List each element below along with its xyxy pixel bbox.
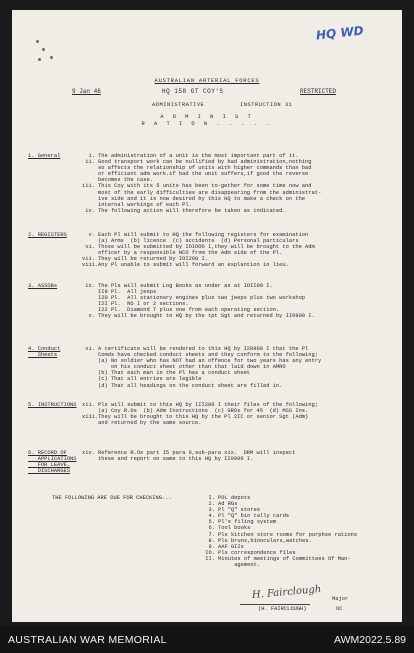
section-item: [82, 262, 384, 268]
punch-hole: [36, 40, 39, 43]
footer-institution: AUSTRALIAN WAR MEMORIAL: [8, 634, 167, 646]
section-body: [82, 232, 384, 269]
due-item-number: 5.: [208, 519, 215, 526]
item-text: The following action will therefore be taken as indicated.: [98, 207, 286, 214]
item-text: Good transport work can be nullified by bad administration,nothing so affects the relationship of units with higher commands than bad or efficient adm work.if bad the unit suffers,if good the reverse becomes the case.: [98, 159, 312, 184]
item-number: xi.: [85, 346, 95, 352]
section: [28, 283, 384, 320]
due-item-number: 9.: [208, 543, 215, 550]
due-item-text: Pl's filing system: [218, 519, 277, 526]
hq-line: HQ 158 GT COY'S: [162, 88, 224, 95]
due-item-text: Pl "Q" stores: [218, 507, 261, 514]
section: [28, 402, 384, 426]
due-item-text: Pls kitchen store rooms for purphse rations: [218, 531, 358, 538]
signature-line: [240, 604, 310, 605]
due-item-text: AAF GIIs: [218, 543, 244, 550]
punch-hole: [38, 58, 41, 61]
item-number: v.: [88, 232, 95, 238]
section-body: [82, 402, 384, 426]
section-title: 6. RECORD OF APPLICATIONS FOR LEAVE, DISCHARGES: [28, 450, 77, 475]
punch-hole: [42, 48, 45, 51]
due-item-text: Pl "Q" bin tally cards: [218, 513, 290, 520]
section-title: 1. General: [28, 153, 61, 159]
due-item-number: 8.: [208, 537, 215, 544]
signatory-role: OC: [336, 606, 343, 612]
pencil-annotation: HQ WD: [315, 23, 365, 43]
section: [28, 450, 384, 475]
item-text: A certificate will be rendered to this HQ by I20900 I that the Pl Comds have checked conduct sheets and they conform to the following; (a) No soldier who has NOT had an offence for two years has any entry on his conduct sheet other than that laid down in AMRO (b) That each man in the Pl has a conduct sheet (c) That all entries are legible (d) That all headings on the conduct sheet are filled in.: [98, 346, 322, 389]
item-text: They will be returned by IOI200 I.: [98, 256, 208, 263]
section-body: [82, 153, 384, 214]
item-text: Pls will submit to this HQ by III200 I their files of the following; (a) Coy R.Os (b) Adm Instructions (c) GROs for 45 (d) MSS Ins.: [98, 402, 318, 415]
item-number: iii.: [82, 183, 95, 190]
item-number: ii.: [85, 159, 95, 166]
section-item: [82, 244, 384, 256]
due-item-text: Minutes of meetings of Committees Of Man- agement.: [218, 555, 351, 569]
header-title: AUSTRALIAN ARTERIAL FORCES: [154, 78, 260, 84]
item-number: xiv.: [82, 450, 95, 456]
subject-line-2: R A T I O N . . . . .: [141, 120, 273, 127]
due-item-number: 3.: [208, 507, 215, 514]
item-text: This Coy with its 5 units has been to-gether for some time now and most of the early difficulties are disappearing from the administrat- ive side and it is now desired by this HQ to make a check on the internal workings of each Pl.: [98, 183, 322, 208]
due-item-number: 7.: [208, 531, 215, 538]
due-item-text: Ad RGs: [218, 501, 238, 508]
item-number: viii.: [82, 262, 99, 269]
item-text: The administration of a unit is the most important part of it.: [98, 153, 299, 159]
item-number: x.: [88, 313, 95, 320]
due-item-text: Tool books: [218, 525, 251, 532]
section-body: [82, 283, 384, 320]
due-item-number: 2.: [208, 501, 215, 508]
document-date: 9 Jan 46: [72, 88, 101, 95]
footer-reference: AWM2022.5.89: [334, 634, 406, 646]
section-title: 4. Conduct Sheets: [28, 346, 61, 359]
due-item-text: POL depots: [218, 495, 251, 501]
signatory-rank: Major: [332, 596, 349, 602]
document-page: [12, 10, 402, 622]
section-item: [82, 183, 384, 207]
section-item: [82, 313, 384, 319]
due-list: [204, 495, 382, 568]
archive-footer: [0, 625, 414, 653]
due-item-number: IO.: [205, 549, 215, 556]
section-item: [82, 450, 384, 462]
handwritten-signature: H. Fairclough: [251, 583, 322, 602]
subject-heading: [12, 114, 402, 127]
item-number: iv.: [85, 207, 95, 214]
item-number: xiii.: [82, 414, 99, 421]
section-body: [82, 450, 384, 462]
punch-hole: [50, 56, 53, 59]
subject-line-1: A D M I N I S T: [160, 114, 254, 120]
section: [28, 153, 384, 214]
item-text: Each Pl will submit to HQ the following registers for examination (a) Arms (b) licence (c) accidents (d) Personal particulars: [98, 232, 309, 245]
due-item-text: Pls correspondence files: [218, 549, 296, 556]
item-number: vi.: [85, 244, 95, 251]
item-text: Any Pl unable to submit will forward an explantion in lieu.: [98, 262, 289, 269]
due-item-number: I.: [208, 495, 215, 501]
section-body: [82, 346, 384, 389]
instruction-label: INSTRUCTION 31: [240, 102, 293, 108]
item-text: Those will be submitted by IOIOOO I,they will be brought to the Adm officer by a responsible NCO from the Adm side of the Pl.: [98, 244, 315, 257]
item-text: Reference R.Os part I5 para 6,sub-para xix. DRM will inspect these and report on same to this HQ by II0900 I.: [98, 450, 296, 463]
classification-label: RESTRICTED: [300, 88, 337, 95]
section-item: [82, 414, 384, 426]
due-item-number: II.: [205, 555, 215, 562]
section: [28, 346, 384, 389]
section-item: [82, 159, 384, 183]
item-number: i.: [88, 153, 95, 159]
section: [28, 232, 384, 269]
due-item-number: 6.: [208, 525, 215, 532]
signatory-name: (H. FAIRCLOUGH): [258, 606, 307, 612]
section-item: [82, 346, 384, 389]
item-number: vii.: [82, 256, 95, 263]
section-item: [82, 283, 384, 313]
due-title: THE FOLLOWING ARE DUE FOR CHECKING...: [52, 495, 172, 501]
section-title: 3. ASSOBs: [28, 283, 58, 289]
section-item: [82, 402, 384, 414]
section-item: [82, 208, 384, 214]
due-item-number: 4.: [208, 513, 215, 520]
section-title: 2. REGISTERS: [28, 232, 67, 238]
admin-label: ADMINISTRATIVE: [152, 102, 205, 108]
item-text: They will be brought to this HQ by the Pl 2IC or senior Sgt (Adm) and returned by the same source.: [98, 414, 309, 427]
section-item: [82, 232, 384, 244]
item-text: The Pls will submit Log Books as under as at IOII00 I. II9 Pl. All jeeps I20 Pl. All stationary engines plus two jeeps plus two workshop I2I Pl. NO I or 2 sections. I22 Pl. Diamond T plus one from each operating section.: [98, 283, 306, 314]
item-text: They will be brought to HQ by the tpt Sgt and returned by II0900 I.: [98, 313, 315, 320]
section-title: 5. INSTRUCTIONS: [28, 402, 77, 408]
due-item-text: Pls bruns,binoculars,watches.: [218, 537, 312, 544]
due-item: [204, 556, 382, 568]
item-number: ix.: [85, 283, 95, 289]
item-number: xii.: [82, 402, 95, 408]
